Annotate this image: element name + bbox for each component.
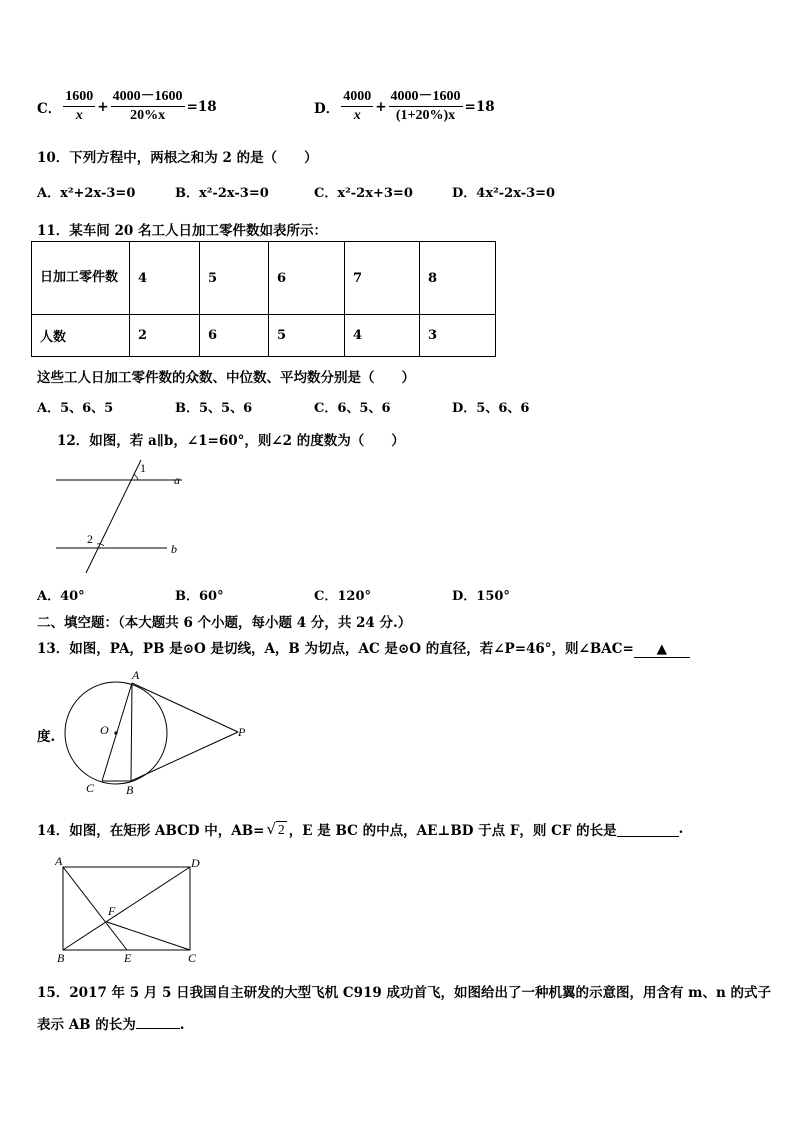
q9-c-fraction-1 <box>63 88 95 125</box>
q15-line-2 <box>37 1013 185 1033</box>
table-cell: 7 <box>345 242 420 315</box>
point-f-label: F <box>108 904 116 918</box>
point-a-label: A <box>132 668 140 682</box>
angle-1-arc <box>134 474 138 480</box>
point-b-label: B <box>57 951 65 965</box>
q11-stem: 11．某车间 20 名工人日加工零件数如表所示： <box>37 223 327 239</box>
table-cell: 6 <box>269 242 345 315</box>
transversal-line <box>86 460 141 573</box>
line-a-label: a <box>174 473 180 487</box>
q9-d-fraction-2 <box>389 88 463 125</box>
numerator: 4000－1600 <box>111 88 185 107</box>
q15-answer-blank <box>136 1014 180 1029</box>
denominator: x <box>353 108 361 123</box>
point-p-label: P <box>238 725 246 739</box>
q11-question: 这些工人日加工零件数的众数、中位数、平均数分别是（ ） <box>37 370 415 386</box>
diagonal-bd <box>63 867 190 950</box>
table-cell: 5 <box>269 315 345 357</box>
denominator: 20%x <box>130 108 166 123</box>
q11-option-b: B．5、5、6 <box>175 401 253 416</box>
table-cell: 5 <box>200 242 269 315</box>
point-e-label: E <box>124 951 132 965</box>
q13-stem-line <box>37 637 690 658</box>
table-header-cell: 人数 <box>32 315 130 357</box>
q12-option-c: C．120° <box>314 589 371 604</box>
q12-option-b: B．60° <box>175 589 224 604</box>
q9-d-fraction-1 <box>341 88 373 125</box>
q12-option-d: D．150° <box>452 589 510 604</box>
q10-option-d: D．4x²-2x-3=0 <box>452 186 556 201</box>
table-header-cell: 日加工零件数 <box>32 242 130 315</box>
triangle-marker: ▲ <box>656 641 667 657</box>
table-cell: 2 <box>130 315 200 357</box>
sqrt-expression <box>266 820 286 838</box>
chord-ab <box>131 683 132 781</box>
q9-c-fraction-2 <box>111 88 185 125</box>
q11-option-d: D．5、6、6 <box>452 401 530 416</box>
plus-sign: + <box>97 98 109 115</box>
segment-ae <box>63 867 127 950</box>
q14-stem-before: 14．如图，在矩形 ABCD 中，AB= <box>37 823 265 839</box>
table-cell: 6 <box>200 315 269 357</box>
angle-2-arc <box>97 544 104 546</box>
q9-option-d-label: D． <box>314 100 340 117</box>
radical-sign-icon: √ <box>266 820 277 838</box>
q15-stem: 表示 AB 的长为 <box>37 1017 136 1033</box>
center-point-o <box>114 731 117 734</box>
q9-option-c <box>37 88 217 125</box>
q14-answer-blank <box>617 821 679 837</box>
q14-period: . <box>678 821 684 837</box>
q14-stem-line <box>37 819 683 839</box>
table-row <box>32 242 496 315</box>
numerator: 4000－1600 <box>389 88 463 107</box>
table-cell: 4 <box>345 315 420 357</box>
point-a-label: A <box>55 855 63 868</box>
q10-stem: 10．下列方程中，两根之和为 2 的是（ ） <box>37 150 318 166</box>
q10-option-b: B．x²-2x-3=0 <box>175 186 269 201</box>
q11-option-c: C．6、5、6 <box>314 401 391 416</box>
q12-option-a: A．40° <box>37 589 85 604</box>
q10-option-a: A．x²+2x-3=0 <box>37 186 136 201</box>
point-o-label: O <box>100 723 109 737</box>
q14-rectangle-figure <box>52 855 207 965</box>
sqrt-radicand: 2 <box>278 822 285 837</box>
q13-answer-blank <box>634 641 690 658</box>
q9-option-c-label: C． <box>37 100 62 117</box>
table-cell: 3 <box>420 315 496 357</box>
q15-period: . <box>179 1017 185 1033</box>
angle-2-label: 2 <box>87 532 93 546</box>
point-c-label: C <box>86 781 95 795</box>
angle-1-label: 1 <box>140 461 146 475</box>
q11-option-a: A．5、6、5 <box>37 401 114 416</box>
point-b-label: B <box>126 783 134 797</box>
segment-cf <box>107 922 190 950</box>
equals-value: =18 <box>186 98 217 115</box>
q13-stem: 13．如图，PA，PB 是⊙O 是切线，A，B 为切点，AC 是⊙O 的直径，若∠P=46°，则∠BAC= <box>37 641 634 657</box>
q10-option-c: C．x²-2x+3=0 <box>314 186 413 201</box>
point-d-label: D <box>191 856 200 870</box>
denominator: x <box>75 108 83 123</box>
equals-value: =18 <box>464 98 495 115</box>
point-c-label: C <box>188 951 197 965</box>
section-2-heading: 二、填空题：（本大题共 6 个小题，每小题 4 分，共 24 分.） <box>37 615 412 631</box>
line-b-label: b <box>171 542 177 556</box>
q12-stem: 12．如图，若 a∥b，∠1=60°，则∠2 的度数为（ ） <box>57 433 405 449</box>
table-cell: 8 <box>420 242 496 315</box>
tangent-pa <box>132 683 238 732</box>
table-row <box>32 315 496 357</box>
q9-option-d <box>314 88 495 125</box>
denominator: (1+20%)x <box>395 108 456 123</box>
table-cell: 4 <box>130 242 200 315</box>
numerator: 4000 <box>341 88 373 107</box>
q13-circle-tangent-figure <box>60 668 255 798</box>
q12-parallel-lines-figure <box>50 455 190 580</box>
numerator: 1600 <box>63 88 95 107</box>
q11-data-table <box>31 241 496 357</box>
q13-unit: 度. <box>37 729 56 745</box>
tangent-pb <box>131 732 238 781</box>
q15-line-1: 15．2017 年 5 月 5 日我国自主研发的大型飞机 C919 成功首飞，如图给出了一种机翼的示意图，用含有 m、n 的式子 <box>37 985 771 1001</box>
plus-sign: + <box>375 98 387 115</box>
q14-stem-after: ，E 是 BC 的中点，AE⊥BD 于点 F，则 CF 的长是 <box>288 823 617 839</box>
